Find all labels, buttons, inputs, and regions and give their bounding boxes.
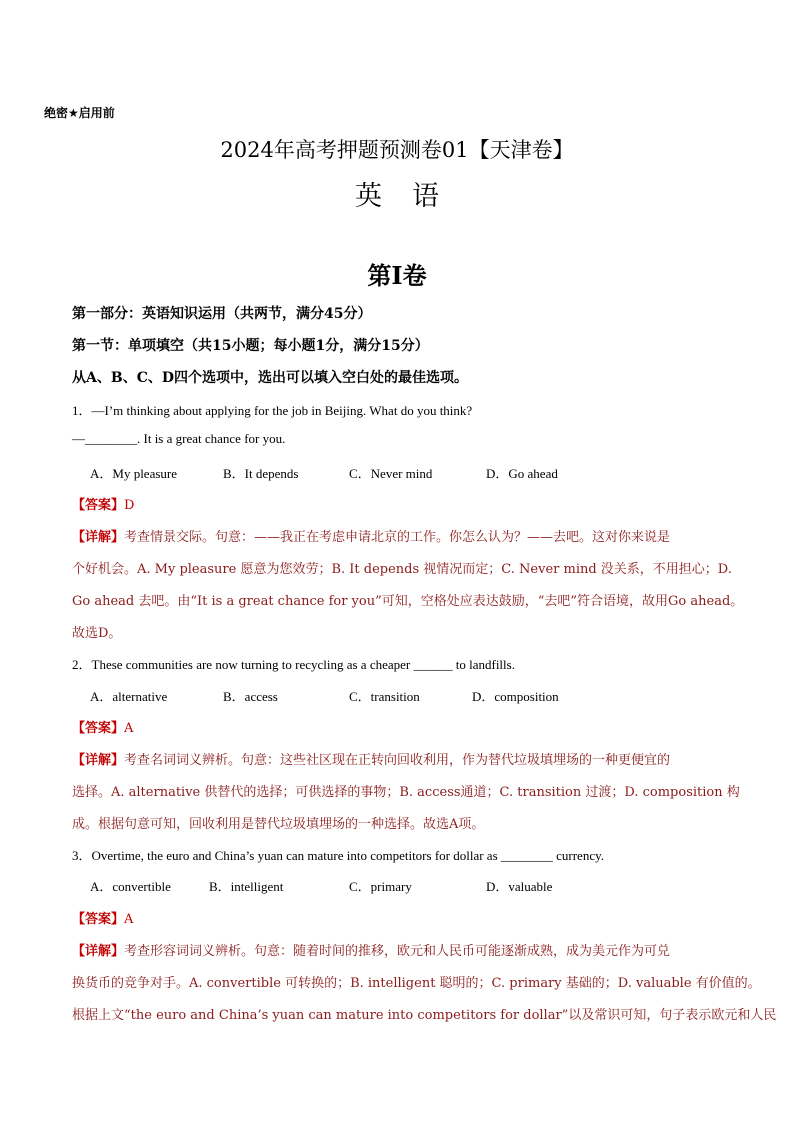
option-c: C．Never mind	[349, 466, 433, 481]
option-c: C．transition	[349, 689, 420, 704]
exam-title: 2024年高考押题预测卷01【天津卷】	[220, 138, 574, 162]
option-a: A．My pleasure	[90, 466, 178, 481]
answer-value: D	[124, 498, 135, 513]
question-2-stem: 2．These communities are now turning to recycling as a cheaper ______ to landfills.	[72, 657, 515, 672]
option-b: B．access	[223, 689, 278, 704]
question-3-stem: 3．Overtime, the euro and China’s yuan can mature into competitors for dollar as ________ currency.	[72, 848, 605, 863]
question-1-answer	[72, 494, 724, 513]
question-1-detail-line: Go ahead 去吧。由“It is a great chance for you”可知，空格处应表达鼓励，“去吧”符合语境，故用Go ahead。	[72, 594, 744, 609]
question-3-answer	[72, 908, 724, 927]
question-2-detail-line	[72, 749, 724, 768]
subject-title: 英语	[355, 181, 469, 212]
question-1-detail-line: 故选D。	[72, 626, 122, 641]
question-1-detail-line	[72, 526, 724, 545]
question-1-reply: —________. It is a great chance for you.	[72, 431, 286, 446]
question-1-detail-line: 个好机会。A. My pleasure 愿意为您效劳；B. It depends 视情况而定；C. Never mind 没关系，不用担心；D.	[72, 562, 732, 577]
option-d: D．valuable	[486, 879, 553, 894]
answer-label: 【答案】	[72, 721, 125, 736]
answer-label: 【答案】	[72, 498, 125, 513]
detail-text: 考查名词词义辨析。句意：这些社区现在正转向回收利用，作为替代垃圾填埋场的一种更便宜的	[124, 753, 671, 768]
question-2-detail-line: 成。根据句意可知，回收利用是替代垃圾填埋场的一种选择。故选A项。	[72, 817, 485, 832]
option-b: B．It depends	[223, 466, 299, 481]
detail-text: 考查情景交际。句意：——我正在考虑申请北京的工作。你怎么认为？——去吧。这对你来说是	[124, 530, 671, 545]
detail-label: 【详解】	[72, 530, 125, 545]
answer-label: 【答案】	[72, 912, 125, 927]
option-b: B．intelligent	[209, 879, 284, 894]
question-2-detail-line: 选择。A. alternative 供替代的选择；可供选择的事物；B. access通道；C. transition 过渡；D. composition 构	[72, 785, 740, 800]
detail-label: 【详解】	[72, 944, 125, 959]
part-heading: 第一部分：英语知识运用（共两节，满分45分）	[72, 306, 372, 322]
option-a: A．alternative	[90, 689, 168, 704]
detail-label: 【详解】	[72, 753, 125, 768]
answer-value: A	[124, 721, 134, 736]
section-heading: 第一节：单项填空（共15小题；每小题1分，满分15分）	[72, 338, 429, 354]
question-2-answer	[72, 717, 724, 736]
answer-value: A	[124, 912, 134, 927]
volume-title: 第I卷	[367, 261, 427, 290]
question-3-detail-line: 换货币的竞争对手。A. convertible 可转换的；B. intelligent 聪明的；C. primary 基础的；D. valuable 有价值的。	[72, 976, 761, 991]
question-3-detail-line	[72, 940, 724, 959]
confidential-mark: 绝密★启用前	[44, 106, 115, 120]
option-a: A．convertible	[90, 879, 171, 894]
option-d: D．composition	[472, 689, 559, 704]
detail-text: 考查形容词词义辨析。句意：随着时间的推移，欧元和人民币可能逐渐成熟，成为美元作为可兑	[124, 944, 671, 959]
instruction-text: 从A、B、C、D四个选项中，选出可以填入空白处的最佳选项。	[72, 370, 468, 386]
question-3-detail-line: 根据上文“the euro and China’s yuan can mature into competitors for dollar”以及常识可知，句子表示欧元和人民	[72, 1008, 777, 1023]
option-d: D．Go ahead	[486, 466, 558, 481]
question-1-stem: 1．—I’m thinking about applying for the job in Beijing. What do you think?	[72, 403, 473, 418]
option-c: C．primary	[349, 879, 412, 894]
